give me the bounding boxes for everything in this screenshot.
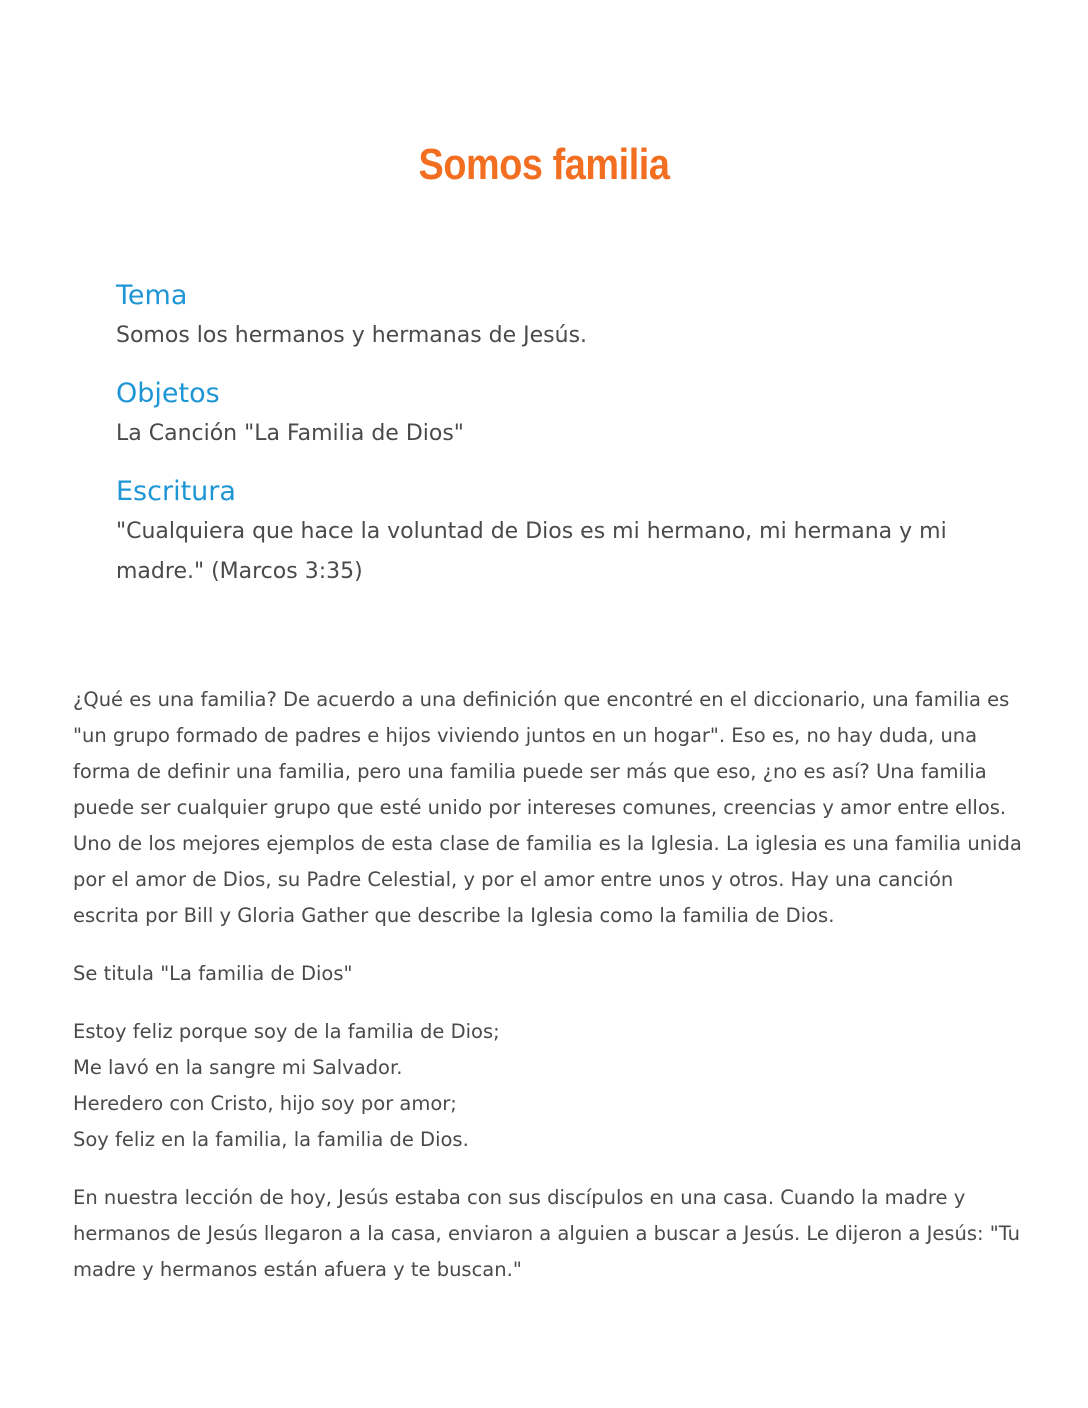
objects-heading: Objetos — [116, 378, 220, 409]
lyric-line: Estoy feliz porque soy de la familia de Dios; — [73, 1020, 500, 1043]
lesson-paragraph: En nuestra lección de hoy, Jesús estaba con sus discípulos en una casa. Cuando la madre y hermanos de Jesús llegaron a la casa, enviaron a alguien a buscar a Jesús. Le dijeron a Jesús: "Tu madre y hermanos están afuera y te buscan." — [73, 1186, 1021, 1281]
theme-section — [116, 276, 1016, 356]
lyric-line: Me lavó en la sangre mi Salvador. — [73, 1056, 403, 1079]
song-lyrics — [73, 1014, 1023, 1158]
objects-section — [116, 374, 1016, 454]
scripture-text: "Cualquiera que hace la voluntad de Dios es mi hermano, mi hermana y mi madre." (Marcos 3:35) — [116, 519, 947, 584]
lesson-body — [73, 682, 1023, 1310]
scripture-section — [116, 472, 1016, 592]
intro-paragraph: ¿Qué es una familia? De acuerdo a una definición que encontré en el diccionario, una familia es "un grupo formado de padres e hijos viviendo juntos en un hogar". Eso es, no hay duda, una forma de definir una familia, pero una familia puede ser más que eso, ¿no es así? Una familia puede ser cualquier grupo que esté unido por intereses comunes, creencias y amor entre ellos. Uno de los mejores ejemplos de esta clase de familia es la Iglesia. La iglesia es una familia unida por el amor de Dios, su Padre Celestial, y por el amor entre unos y otros. Hay una canción escrita por Bill y Gloria Gather que describe la Iglesia como la familia de Dios. — [73, 688, 1022, 927]
lesson-info — [116, 276, 1016, 610]
theme-heading: Tema — [116, 280, 188, 311]
page-title: Somos familia — [418, 140, 670, 189]
objects-text: La Canción "La Familia de Dios" — [116, 421, 464, 446]
theme-text: Somos los hermanos y hermanas de Jesús. — [116, 323, 588, 348]
lyric-line: Heredero con Cristo, hijo soy por amor; — [73, 1092, 457, 1115]
lyric-line: Soy feliz en la familia, la familia de Dios. — [73, 1128, 469, 1151]
scripture-heading: Escritura — [116, 476, 236, 507]
song-title-paragraph: Se titula "La familia de Dios" — [73, 962, 353, 985]
